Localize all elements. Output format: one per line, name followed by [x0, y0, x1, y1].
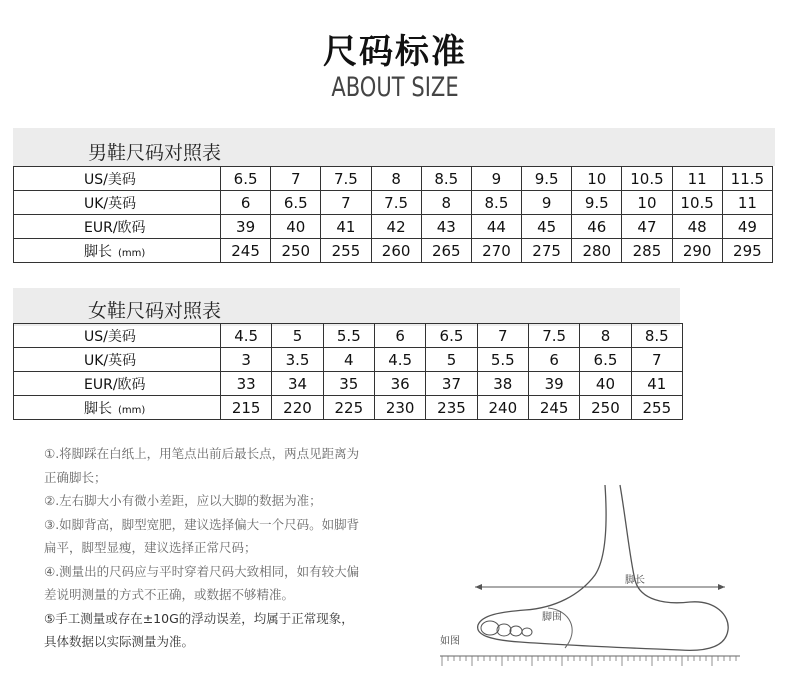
row-label: US/美码 — [84, 328, 136, 345]
men-size-cell: 42 — [371, 215, 421, 239]
men-size-row — [14, 215, 773, 239]
foot-measurement-diagram — [430, 480, 750, 670]
women-size-cell: 250 — [580, 396, 631, 420]
men-size-cell: 48 — [672, 215, 722, 239]
men-size-cell: 39 — [221, 215, 271, 239]
men-size-table — [13, 166, 773, 263]
women-size-cell: 5 — [426, 348, 477, 372]
women-size-cell: 41 — [631, 372, 682, 396]
women-size-cell: 4.5 — [221, 324, 272, 348]
men-size-cell: 47 — [622, 215, 672, 239]
women-size-cell: 38 — [477, 372, 528, 396]
row-label: 脚长 — [84, 243, 112, 260]
women-size-row-header — [14, 396, 221, 420]
men-size-cell: 7 — [321, 191, 371, 215]
men-size-cell: 255 — [321, 239, 371, 263]
men-size-cell: 280 — [572, 239, 622, 263]
men-size-cell: 6 — [221, 191, 271, 215]
women-size-cell: 255 — [631, 396, 682, 420]
men-size-cell: 295 — [722, 239, 772, 263]
men-size-cell: 11.5 — [722, 167, 772, 191]
figure-label: 如图 — [440, 636, 460, 647]
men-size-row — [14, 167, 773, 191]
women-size-cell: 39 — [528, 372, 579, 396]
men-size-cell: 9.5 — [572, 191, 622, 215]
men-size-cell: 10.5 — [672, 191, 722, 215]
women-size-cell: 230 — [374, 396, 425, 420]
note-line: ②.左右脚大小有微小差距，应以大脚的数据为准； — [44, 493, 322, 508]
foot-icon — [430, 480, 750, 670]
women-size-row — [14, 372, 683, 396]
women-size-cell: 6.5 — [426, 324, 477, 348]
women-size-cell: 33 — [221, 372, 272, 396]
men-size-cell: 11 — [672, 167, 722, 191]
row-label: UK/英码 — [84, 195, 137, 212]
men-size-row — [14, 239, 773, 263]
note-line: 具体数据以实际测量为准。 — [44, 634, 195, 649]
women-size-cell: 5 — [272, 324, 323, 348]
men-size-row — [14, 191, 773, 215]
note-line: 差说明测量的方式不正确，或数据不够精准。 — [44, 587, 295, 602]
men-size-cell: 10 — [622, 191, 672, 215]
row-unit: (mm) — [118, 247, 146, 259]
men-size-cell: 9 — [522, 191, 572, 215]
men-size-cell: 46 — [572, 215, 622, 239]
note-line: ③.如脚背高，脚型宽肥，建议选择偏大一个尺码。如脚背 — [44, 516, 360, 532]
women-size-row-header — [14, 372, 221, 396]
men-size-cell: 8.5 — [471, 191, 521, 215]
row-label: UK/英码 — [84, 352, 137, 369]
women-section-title: 女鞋尺码对照表 — [88, 300, 222, 322]
men-size-cell: 43 — [421, 215, 471, 239]
men-size-cell: 270 — [471, 239, 521, 263]
foot-girth-label: 脚围 — [542, 612, 562, 623]
page-subtitle: ABOUT SIZE — [331, 72, 459, 103]
women-size-cell: 4.5 — [374, 348, 425, 372]
men-size-cell: 6.5 — [221, 167, 271, 191]
women-size-row-header — [14, 324, 221, 348]
men-size-cell: 8 — [371, 167, 421, 191]
men-size-cell: 8 — [421, 191, 471, 215]
row-label: US/美码 — [84, 171, 136, 188]
men-size-cell: 40 — [271, 215, 321, 239]
women-size-row — [14, 324, 683, 348]
women-size-cell: 35 — [323, 372, 374, 396]
women-size-cell: 240 — [477, 396, 528, 420]
men-size-cell: 9 — [471, 167, 521, 191]
men-size-cell: 45 — [522, 215, 572, 239]
men-size-row-header — [14, 191, 221, 215]
women-size-cell: 235 — [426, 396, 477, 420]
men-size-cell: 8.5 — [421, 167, 471, 191]
men-size-cell: 285 — [622, 239, 672, 263]
women-size-cell: 6 — [528, 348, 579, 372]
men-section-title: 男鞋尺码对照表 — [88, 142, 222, 164]
women-size-cell: 37 — [426, 372, 477, 396]
measurement-notes — [44, 442, 394, 654]
women-size-table — [13, 323, 683, 420]
men-size-cell: 9.5 — [522, 167, 572, 191]
women-size-cell: 8 — [580, 324, 631, 348]
men-size-cell: 10 — [572, 167, 622, 191]
women-size-cell: 220 — [272, 396, 323, 420]
row-label: EUR/欧码 — [84, 219, 146, 236]
women-size-cell: 5.5 — [477, 348, 528, 372]
women-size-row — [14, 396, 683, 420]
men-size-cell: 290 — [672, 239, 722, 263]
men-size-cell: 7 — [271, 167, 321, 191]
men-size-cell: 250 — [271, 239, 321, 263]
note-line: ①.将脚踩在白纸上，用笔点出前后最长点，两点见距离为 — [44, 446, 360, 461]
men-size-cell: 245 — [221, 239, 271, 263]
women-size-row — [14, 348, 683, 372]
women-size-cell: 8.5 — [631, 324, 682, 348]
men-size-cell: 49 — [722, 215, 772, 239]
men-size-cell: 7.5 — [321, 167, 371, 191]
men-size-cell: 44 — [471, 215, 521, 239]
women-size-cell: 215 — [221, 396, 272, 420]
women-size-cell: 225 — [323, 396, 374, 420]
women-size-cell: 3.5 — [272, 348, 323, 372]
row-label: EUR/欧码 — [84, 376, 146, 393]
women-size-row-header — [14, 348, 221, 372]
note-line: ⑤手工测量或存在±10G的浮动误差，均属于正常现象， — [44, 610, 354, 626]
men-size-cell: 275 — [522, 239, 572, 263]
women-size-cell: 6.5 — [580, 348, 631, 372]
men-size-cell: 10.5 — [622, 167, 672, 191]
women-size-cell: 34 — [272, 372, 323, 396]
men-size-row-header — [14, 215, 221, 239]
women-size-cell: 36 — [374, 372, 425, 396]
page-title: 尺码标准 — [323, 32, 467, 72]
men-size-row-header — [14, 239, 221, 263]
note-line: ④.测量出的尺码应与平时穿着尺码大致相同，如有较大偏 — [44, 563, 360, 579]
women-size-cell: 5.5 — [323, 324, 374, 348]
women-size-cell: 6 — [374, 324, 425, 348]
women-size-cell: 4 — [323, 348, 374, 372]
women-size-cell: 7 — [477, 324, 528, 348]
women-size-cell: 3 — [221, 348, 272, 372]
men-size-cell: 7.5 — [371, 191, 421, 215]
note-line: 扁平，脚型显瘦，建议选择正常尺码； — [44, 540, 257, 555]
note-line: 正确脚长； — [44, 469, 107, 485]
women-size-cell: 7 — [631, 348, 682, 372]
women-size-cell: 7.5 — [528, 324, 579, 348]
row-label: 脚长 — [84, 400, 112, 417]
men-size-cell: 260 — [371, 239, 421, 263]
men-size-cell: 6.5 — [271, 191, 321, 215]
men-size-cell: 265 — [421, 239, 471, 263]
men-size-cell: 41 — [321, 215, 371, 239]
foot-length-label: 脚长 — [625, 575, 645, 586]
women-size-cell: 245 — [528, 396, 579, 420]
row-unit: (mm) — [118, 404, 146, 416]
men-size-cell: 11 — [722, 191, 772, 215]
women-size-cell: 40 — [580, 372, 631, 396]
men-size-row-header — [14, 167, 221, 191]
